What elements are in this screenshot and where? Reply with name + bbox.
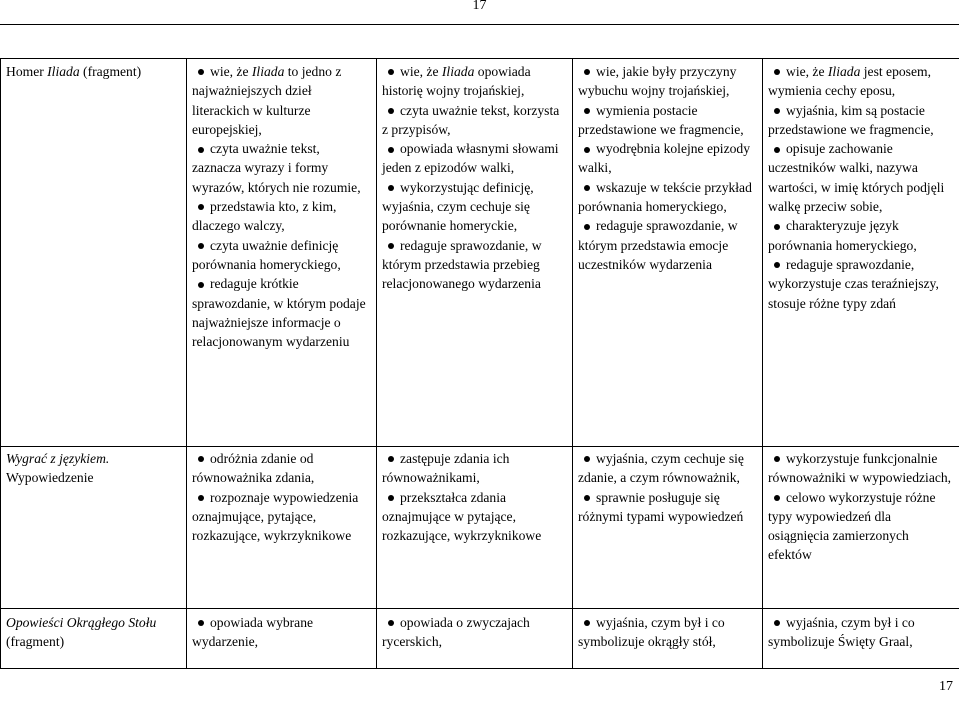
topic-suffix: (fragment) (6, 634, 65, 650)
topic-title: Wygrać z językiem. (6, 451, 110, 466)
requirements-cell (377, 447, 573, 609)
bullet-icon (774, 456, 780, 462)
bullet-icon (584, 69, 590, 75)
bullet-icon (198, 456, 204, 462)
bullet-icon (388, 147, 394, 153)
bullet-icon (584, 495, 590, 501)
requirements-cell (377, 59, 573, 447)
list-item: wyjaśnia, czym był i co symbolizuje Święty Graal, (768, 615, 915, 650)
bullet-icon (774, 262, 780, 268)
bullet-icon (388, 185, 394, 191)
bullet-icon (584, 147, 590, 153)
bullet-icon (388, 495, 394, 501)
topic-subtitle: Wypowiedzenie (6, 470, 94, 486)
bullet-icon (198, 243, 204, 249)
list-item: wie, jakie były przyczyny wybuchu wojny trojańskiej, (578, 64, 737, 99)
requirements-cell (763, 447, 959, 609)
list-item: czyta uważnie tekst, korzysta z przypisów, (382, 102, 560, 137)
bullet-icon (198, 620, 204, 626)
requirements-cell (187, 609, 377, 669)
requirements-cell (377, 609, 573, 669)
bullet-icon (774, 69, 780, 75)
list-item: wykorzystując definicję, wyjaśnia, czym cechuje się porównanie homeryckie, (382, 179, 534, 234)
list-item: wskazuje w tekście przykład porównania homeryckiego, (578, 179, 752, 215)
list-item: wyjaśnia, czym cechuje się zdanie, a czym równoważnik, (578, 451, 744, 486)
list-item: wymienia postacie przedstawione we fragmencie, (578, 102, 744, 137)
requirements-cell (573, 609, 763, 669)
bullet-icon (198, 147, 204, 153)
bullet-icon (774, 147, 780, 153)
requirements-table (0, 58, 959, 669)
bullet-icon (388, 456, 394, 462)
list-item: sprawnie posługuje się różnymi typami wypowiedzeń (578, 489, 744, 524)
bullet-icon (584, 185, 590, 191)
list-item: redaguje krótkie sprawozdanie, w którym podaje najważniejsze informacje o relacjonowanym wydarzeniu (192, 276, 366, 350)
bullet-icon (198, 282, 204, 288)
list-item: wyjaśnia, kim są postacie przedstawione we fragmencie, (768, 102, 934, 137)
requirements-cell (763, 59, 959, 447)
list-item: opisuje zachowanie uczestników walki, nazywa wartości, w imię których podjęli walkę przeciw sobie, (768, 141, 945, 215)
list-item: charakteryzuje język porównania homeryckiego, (768, 218, 917, 253)
requirements-cell (573, 447, 763, 609)
list-item: czyta uważnie tekst, zaznacza wyrazy i formy wyrazów, których nie rozumie, (192, 141, 361, 195)
bullet-icon (198, 204, 204, 210)
bullet-icon (584, 620, 590, 626)
bullet-icon (388, 108, 394, 114)
page-number-bottom: 17 (939, 678, 953, 694)
list-item: redaguje sprawozdanie, w którym przedstawia emocje uczestników wydarzenia (578, 218, 738, 272)
requirements-cell (573, 59, 763, 447)
bullet-icon (198, 495, 204, 501)
requirements-cell (763, 609, 959, 669)
list-item: przedstawia kto, z kim, dlaczego walczy, (192, 199, 337, 234)
page-number-top: 17 (0, 0, 959, 25)
topic-suffix: (fragment) (79, 64, 142, 79)
bullet-icon (774, 495, 780, 501)
bullet-icon (584, 456, 590, 462)
list-item: wykorzystuje funkcjonalnie równoważniki w wypowiedziach, (768, 451, 952, 486)
requirements-cell (187, 59, 377, 447)
bullet-icon (388, 243, 394, 249)
list-item: opowiada o zwyczajach rycerskich, (382, 615, 530, 650)
bullet-icon (388, 69, 394, 75)
bullet-icon (198, 69, 204, 75)
bullet-icon (774, 108, 780, 114)
topic-cell (1, 59, 187, 447)
bullet-icon (584, 108, 590, 114)
list-item: wyjaśnia, czym był i co symbolizuje okrągły stół, (578, 615, 725, 650)
bullet-icon (774, 620, 780, 626)
list-item: rozpoznaje wypowiedzenia oznajmujące, pytające, rozkazujące, wykrzyknikowe (192, 489, 359, 544)
bullet-icon (774, 224, 780, 230)
list-item: czyta uważnie definicję porównania homeryckiego, (192, 237, 341, 272)
list-item: celowo wykorzystuje różne typy wypowiedzeń dla osiągnięcia zamierzonych efektów (768, 489, 936, 563)
list-item: wie, że Iliada opowiada historię wojny trojańskiej, (382, 64, 531, 99)
topic-cell (1, 447, 187, 609)
bullet-icon (388, 620, 394, 626)
table-row (1, 609, 959, 669)
requirements-cell (187, 447, 377, 609)
topic-title: Iliada (47, 64, 80, 79)
list-item: wie, że Iliada jest eposem, wymienia cechy eposu, (768, 64, 931, 99)
list-item: wyodrębnia kolejne epizody walki, (578, 141, 751, 176)
topic-title: Opowieści Okrągłego Stołu (6, 615, 157, 630)
list-item: wie, że Iliada to jedno z najważniejszych dzieł literackich w kulturze europejskiej, (192, 64, 342, 137)
list-item: opowiada wybrane wydarzenie, (192, 615, 314, 650)
list-item: zastępuje zdania ich równoważnikami, (382, 451, 510, 486)
table-row (1, 59, 959, 447)
list-item: przekształca zdania oznajmujące w pytające, rozkazujące, wykrzyknikowe (382, 489, 542, 544)
table-row (1, 447, 959, 609)
list-item: odróżnia zdanie od równoważnika zdania, (192, 451, 315, 486)
topic-prefix: Homer (6, 64, 48, 79)
list-item: redaguje sprawozdanie, w którym przedstawia przebieg relacjonowanego wydarzenia (382, 237, 542, 292)
topic-cell (1, 609, 187, 669)
list-item: redaguje sprawozdanie, wykorzystuje czas teraźniejszy, stosuje różne typy zdań (768, 256, 939, 311)
list-item: opowiada własnymi słowami jeden z epizodów walki, (382, 141, 559, 176)
bullet-icon (584, 224, 590, 230)
